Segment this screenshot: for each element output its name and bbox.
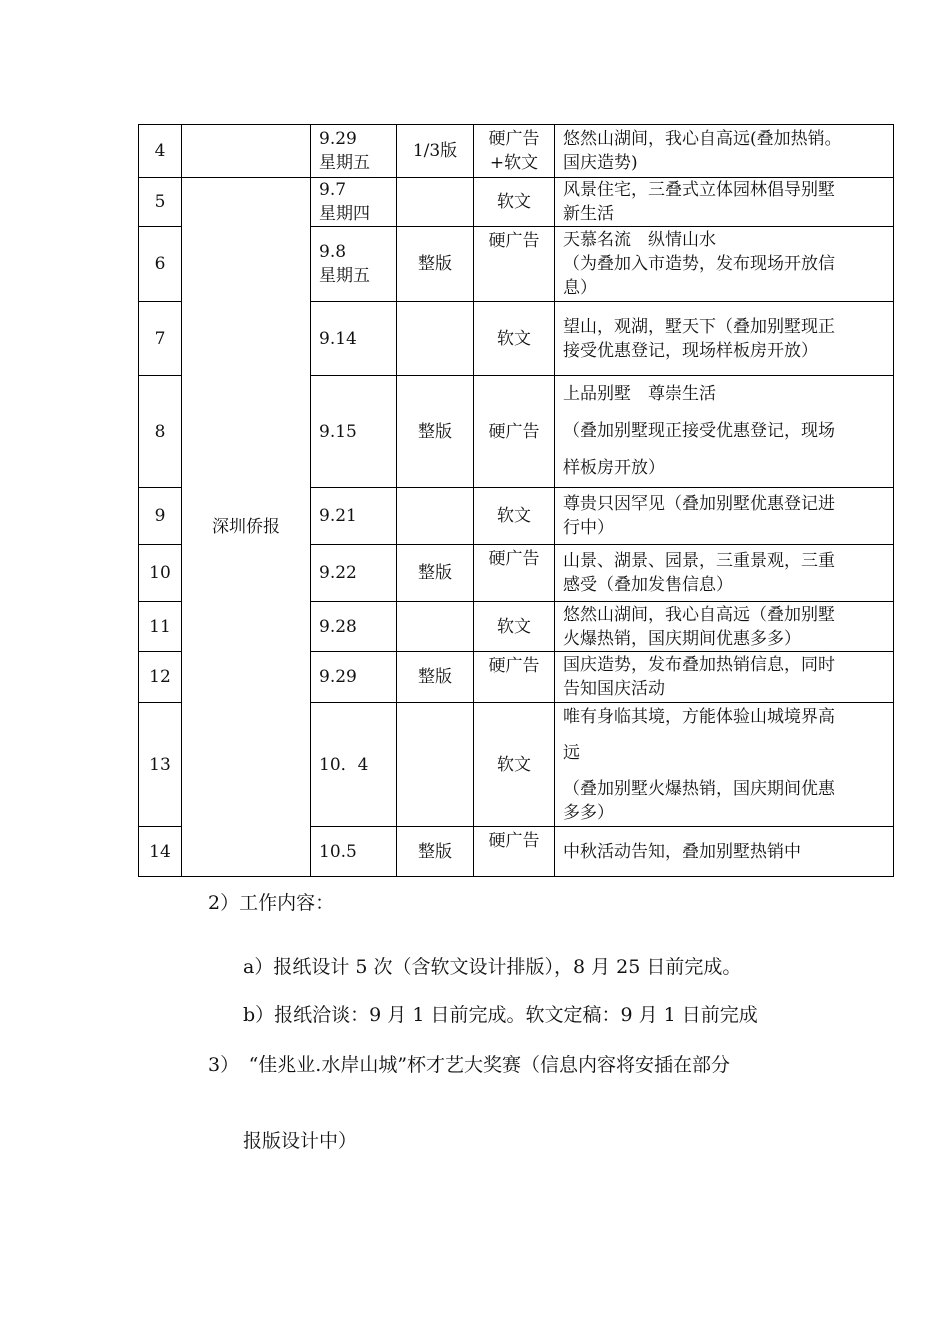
row-number: 6	[139, 227, 182, 302]
content-line: 行中）	[563, 518, 614, 538]
row-number: 12	[139, 652, 182, 703]
date-cell: 9.15	[311, 376, 397, 488]
content-cell	[555, 125, 894, 178]
work-item-b: b）报纸洽谈：9 月 1 日前完成。软文定稿：9 月 1 日前完成	[243, 1004, 758, 1026]
content-line: 唯有身临其境，方能体验山城境界高	[563, 706, 835, 727]
date-text: 9.8	[319, 242, 347, 262]
content-line: 风景住宅，三叠式立体园林倡导别墅	[563, 180, 835, 200]
date-cell: 9.28	[311, 602, 397, 652]
date-cell	[311, 178, 397, 227]
competition-heading-continued: 报版设计中）	[243, 1130, 358, 1152]
content-line: 告知国庆活动	[563, 679, 665, 699]
content-line: 火爆热销，国庆期间优惠多多）	[563, 628, 801, 649]
content-cell	[555, 703, 894, 827]
competition-heading: 3） “佳兆业.水岸山城”杯才艺大奖赛（信息内容将安插在部分	[208, 1054, 731, 1076]
work-item-a: a）报纸设计 5 次（含软文设计排版），8 月 25 日前完成。	[243, 956, 742, 978]
content-line: 息）	[563, 278, 597, 298]
content-line: 天慕名流 纵情山水	[563, 230, 716, 250]
content-line: （叠加别墅火爆热销，国庆期间优惠	[563, 778, 835, 799]
size-cell	[397, 302, 474, 376]
type-cell: 软文	[474, 302, 555, 376]
content-line: 悠然山湖间，我心自高远(叠加热销。	[563, 129, 842, 149]
row-number: 10	[139, 545, 182, 602]
date-cell	[311, 125, 397, 178]
content-line: 国庆造势，发布叠加热销信息，同时	[563, 655, 835, 675]
content-cell: 中秋活动告知，叠加别墅热销中	[555, 827, 894, 877]
content-cell	[555, 602, 894, 652]
content-line: 远	[563, 742, 580, 763]
weekday-text: 星期五	[319, 266, 370, 286]
type-cell: 硬广告	[474, 652, 555, 703]
content-line: 样板房开放）	[563, 458, 665, 478]
row-number: 9	[139, 488, 182, 545]
date-cell: 9.14	[311, 302, 397, 376]
table-row	[139, 125, 894, 178]
content-cell	[555, 545, 894, 602]
content-cell	[555, 178, 894, 227]
date-cell: 9.29	[311, 652, 397, 703]
row-number: 11	[139, 602, 182, 652]
work-content-heading: 2）工作内容：	[208, 892, 335, 914]
size-cell: 整版	[397, 545, 474, 602]
row-number: 14	[139, 827, 182, 877]
row-number: 13	[139, 703, 182, 827]
row-number: 5	[139, 178, 182, 227]
date-cell: 10．4	[311, 703, 397, 827]
type-cell: 硬广告	[474, 227, 555, 302]
content-line: 多多）	[563, 802, 614, 823]
content-line: 山景、湖景、园景，三重景观，三重	[563, 551, 835, 571]
size-cell: 1/3版	[397, 125, 474, 178]
weekday-text: 星期五	[319, 153, 370, 173]
content-cell	[555, 302, 894, 376]
row-number: 8	[139, 376, 182, 488]
type-cell	[474, 125, 555, 178]
size-cell	[397, 178, 474, 227]
content-line: 新生活	[563, 204, 614, 224]
content-line: 接受优惠登记，现场样板房开放）	[563, 340, 818, 361]
date-cell	[311, 227, 397, 302]
content-line: （叠加别墅现正接受优惠登记，现场	[563, 421, 835, 441]
content-cell	[555, 227, 894, 302]
type-text-2: +软文	[489, 153, 539, 173]
row-number: 4	[139, 125, 182, 178]
size-cell: 整版	[397, 652, 474, 703]
type-cell: 软文	[474, 703, 555, 827]
size-cell	[397, 703, 474, 827]
type-text: 硬广告	[488, 129, 540, 149]
type-cell: 硬广告	[474, 376, 555, 488]
size-cell	[397, 602, 474, 652]
media-cell-empty	[182, 125, 311, 178]
size-cell	[397, 488, 474, 545]
content-line: 上品别墅 尊崇生活	[563, 384, 716, 404]
line-gap	[563, 729, 885, 741]
size-cell: 整版	[397, 827, 474, 877]
date-text: 9.7	[319, 180, 347, 200]
content-cell	[555, 376, 894, 488]
content-line: 悠然山湖间，我心自高远（叠加别墅	[563, 604, 835, 625]
date-text: 9.29	[319, 129, 357, 149]
weekday-text: 星期四	[319, 204, 370, 224]
content-line: 尊贵只因罕见（叠加别墅优惠登记进	[563, 494, 835, 514]
content-line: 国庆造势)	[563, 153, 638, 173]
type-cell: 硬广告	[474, 827, 555, 877]
content-line: 感受（叠加发售信息）	[563, 575, 733, 595]
date-cell: 10.5	[311, 827, 397, 877]
schedule-table	[138, 124, 894, 877]
type-cell: 硬广告	[474, 545, 555, 602]
row-number: 7	[139, 302, 182, 376]
table-row	[139, 178, 894, 227]
type-cell: 软文	[474, 602, 555, 652]
date-cell: 9.21	[311, 488, 397, 545]
line-gap	[563, 765, 885, 777]
type-cell: 软文	[474, 488, 555, 545]
content-cell	[555, 488, 894, 545]
content-line: （为叠加入市造势，发布现场开放信	[563, 254, 835, 274]
size-cell: 整版	[397, 227, 474, 302]
media-name-cell: 深圳侨报	[182, 178, 311, 877]
type-cell: 软文	[474, 178, 555, 227]
size-cell: 整版	[397, 376, 474, 488]
content-cell	[555, 652, 894, 703]
date-cell: 9.22	[311, 545, 397, 602]
content-line: 望山，观湖，墅天下（叠加别墅现正	[563, 316, 835, 337]
